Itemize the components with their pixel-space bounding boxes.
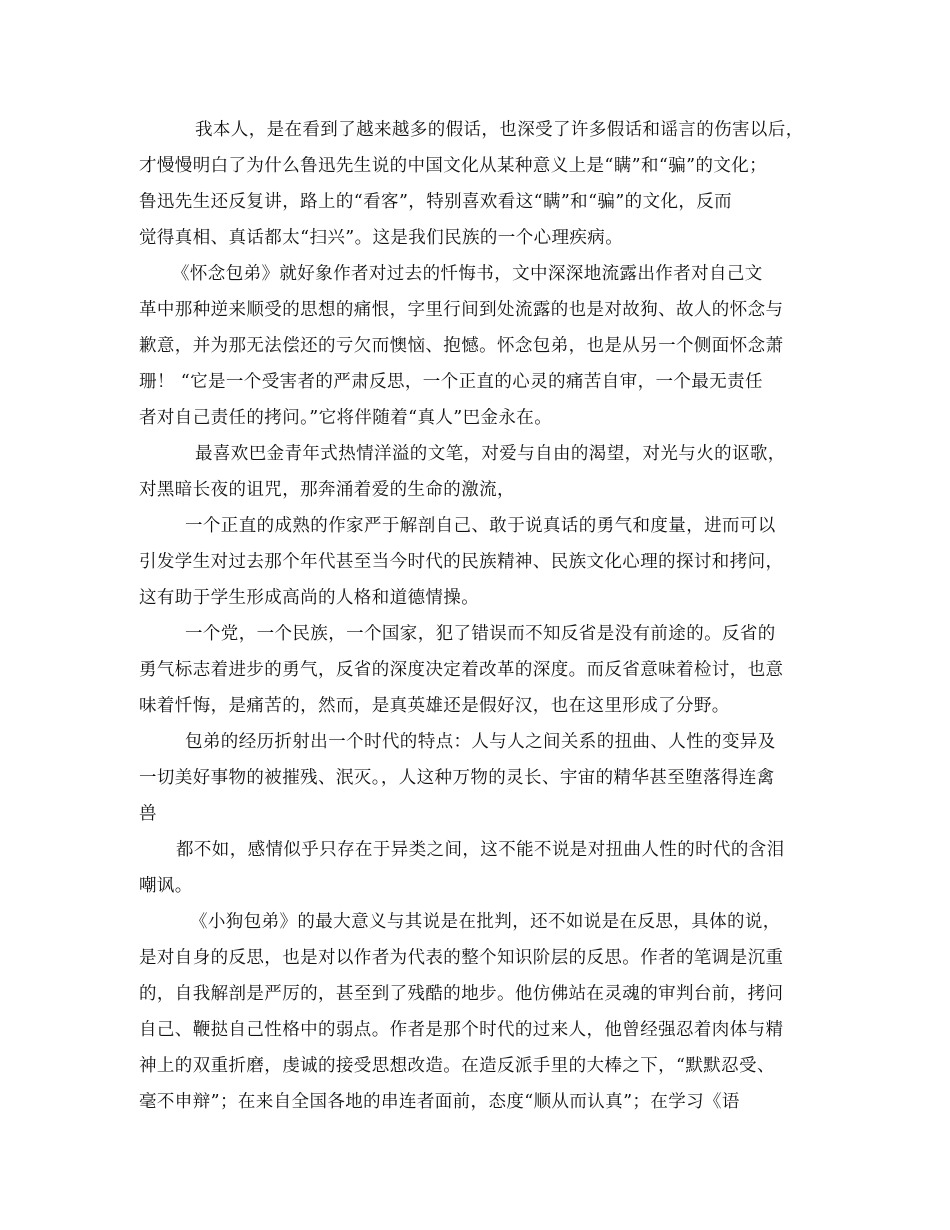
paragraph-1-line-3: 鲁迅先生还反复讲，路上的“看客”，特别喜欢看这“瞒”和“骗”的文化，反而 xyxy=(139,192,733,212)
paragraph-8-line-5: 神上的双重折磨，虔诚的接受思想改造。在造反派手里的大棒之下，“默默忍受、 xyxy=(139,1056,775,1076)
paragraph-4-line-3: 这有助于学生形成高尚的人格和道德情操。 xyxy=(139,588,480,608)
paragraph-8-line-1: 《小狗包弟》的最大意义与其说是在批判，还不如说是在反思，具体的说， xyxy=(190,912,781,932)
paragraph-5-line-2: 勇气标志着进步的勇气，反省的深度决定着改革的深度。而反省意味着检讨，也意 xyxy=(139,660,784,680)
paragraph-1-line-1: 我本人，是在看到了越来越多的假话，也深受了许多假话和谣言的伤害以后， xyxy=(195,120,804,140)
paragraph-8-line-4: 自己、鞭挞自己性格中的弱点。作者是那个时代的过来人，他曾经强忍着肉体与精 xyxy=(139,1020,784,1040)
paragraph-6-line-2: 一切美好事物的被摧残、泯灭。，人这种万物的灵长、宇宙的精华甚至堕落得连禽 xyxy=(139,768,775,788)
paragraph-4-line-1: 一个正直的成熟的作家严于解剖自己、敢于说真话的勇气和度量，进而可以 xyxy=(185,516,776,536)
paragraph-5-line-1: 一个党，一个民族，一个国家，犯了错误而不知反省是没有前途的。反省的 xyxy=(185,624,776,644)
paragraph-2-line-1: 《怀念包弟》就好象作者对过去的忏悔书，文中深深地流露出作者对自己文 xyxy=(172,264,763,284)
paragraph-2-line-5: 者对自己责任的拷问。”它将伴随着“真人”巴金永在。 xyxy=(139,408,553,428)
paragraph-4-line-2: 引发学生对过去那个年代甚至当今时代的民族精神、民族文化心理的探讨和拷问， xyxy=(139,552,784,572)
paragraph-1-line-2: 才慢慢明白了为什么鲁迅先生说的中国文化从某种意义上是“瞒”和“骗”的文化； xyxy=(139,156,768,176)
paragraph-3-line-2: 对黑暗长夜的诅咒，那奔涌着爱的生命的激流， xyxy=(139,480,515,500)
paragraph-3-line-1: 最喜欢巴金青年式热情洋溢的文笔，对爱与自由的渴望，对光与火的讴歌， xyxy=(195,444,786,464)
paragraph-8-line-2: 是对自身的反思，也是对以作者为代表的整个知识阶层的反思。作者的笔调是沉重 xyxy=(139,948,784,968)
paragraph-6-line-3: 兽 xyxy=(139,804,157,824)
paragraph-8-line-6: 毫不申辩”；在来自全国各地的串连者面前，态度“顺从而认真”；在学习《语 xyxy=(139,1092,740,1112)
paragraph-5-line-3: 味着忏悔，是痛苦的，然而，是真英雄还是假好汉，也在这里形成了分野。 xyxy=(139,696,730,716)
paragraph-8-line-3: 的，自我解剖是严厉的，甚至到了残酷的地步。他仿佛站在灵魂的审判台前，拷问 xyxy=(139,984,784,1004)
paragraph-7-line-1: 都不如，感情似乎只存在于异类之间，这不能不说是对扭曲人性的时代的含泪 xyxy=(176,840,785,860)
paragraph-2-line-4: 珊！ “它是一个受害者的严肃反思，一个正直的心灵的痛苦自审，一个最无责任 xyxy=(139,372,763,392)
paragraph-1-line-4: 觉得真相、真话都太“扫兴”。这是我们民族的一个心理疾病。 xyxy=(139,228,624,248)
paragraph-2-line-3: 歉意，并为那无法偿还的亏欠而懊恼、抱憾。怀念包弟，也是从另一个侧面怀念萧 xyxy=(139,336,784,356)
paragraph-2-line-2: 革中那种逆来顺受的思想的痛恨，字里行间到处流露的也是对故狗、故人的怀念与 xyxy=(139,300,784,320)
paragraph-6-line-1: 包弟的经历折射出一个时代的特点：人与人之间关系的扭曲、人性的变异及 xyxy=(185,732,776,752)
paragraph-7-line-2: 嘲讽。 xyxy=(139,876,193,896)
